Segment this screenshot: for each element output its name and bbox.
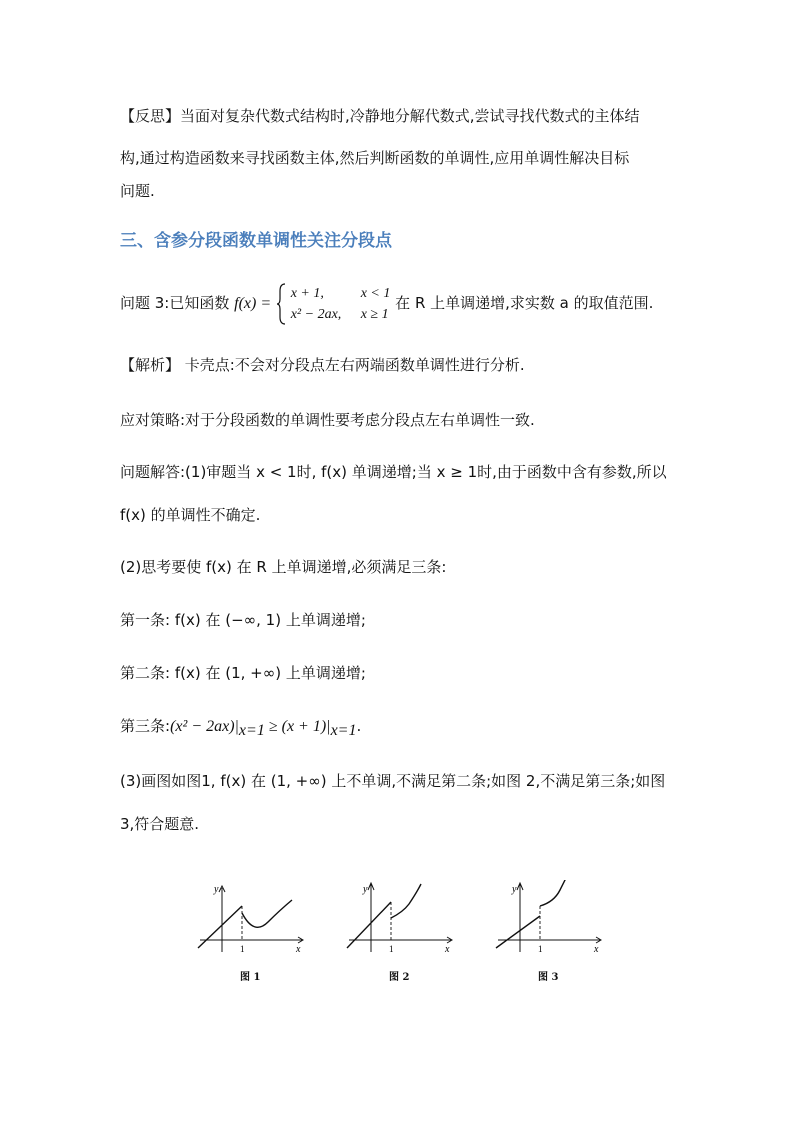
figure-3-tick: 1	[538, 944, 543, 954]
condition-3: 第三条:(x² − $2ax)|_{x=1} \ge (x + 1)|_{x=1}$.	[120, 717, 362, 739]
figure-2-x-label: x	[445, 944, 450, 955]
reflection-line-1	[120, 106, 640, 126]
reflection-line-2: 构,通过构造函数来寻找函数主体,然后判断函数的单调性,应用单调性解决目标	[120, 149, 630, 167]
left-brace-icon	[276, 283, 286, 325]
case-1: x + 1, x < 1	[290, 285, 391, 301]
problem-statement	[120, 282, 653, 325]
figure-3-x-label: x	[594, 944, 599, 955]
function-name: f(x) =	[234, 295, 272, 312]
reflection-line-3: 问题.	[120, 182, 155, 200]
condition-3-left: (x² − 2ax)	[170, 718, 235, 735]
figure-1	[196, 880, 308, 983]
figure-3-label: 图 3	[538, 972, 559, 983]
condition-3-sub-left: x=1	[238, 722, 265, 739]
reflection-label: 【反思】	[120, 107, 181, 125]
figure-2-graph	[345, 880, 457, 960]
answer-p3-line1: (3)画图如图1, f(x) 在 (1, +∞) 上不单调,不满足第二条;如图 2,不满足第三条;如图	[120, 772, 666, 790]
condition-2: 第二条: f(x) 在 (1, +∞) 上单调递增;	[120, 664, 366, 682]
figure-2	[345, 880, 457, 983]
figure-3	[494, 880, 606, 983]
condition-3-mid: ≥ (x + 1)	[264, 718, 327, 735]
case-2: x² − 2ax, x ≥ 1	[290, 306, 389, 322]
figure-3-graph	[494, 880, 606, 960]
problem-suffix: 在 R 上单调递增,求实数 a 的取值范围.	[395, 294, 654, 312]
analysis-line	[120, 355, 525, 375]
answer-p1-line2: f(x) 的单调性不确定.	[120, 506, 261, 524]
condition-3-end: .	[356, 717, 362, 735]
figure-1-graph	[196, 880, 308, 960]
answer-p3-line2: 3,符合题意.	[120, 815, 200, 833]
figure-2-y-label: y	[363, 884, 368, 895]
piecewise-cases	[291, 283, 391, 325]
problem-prefix: 问题 3:已知函数	[120, 294, 230, 312]
condition-3-sub-right: x=1	[330, 722, 357, 739]
figure-1-tick: 1	[240, 944, 245, 954]
strategy-line: 应对策略:对于分段函数的单调性要考虑分段点左右单调性一致.	[120, 411, 535, 429]
figure-2-tick: 1	[389, 944, 394, 954]
section-heading: 三、含参分段函数单调性关注分段点	[120, 231, 392, 251]
analysis-text: 卡壳点:不会对分段点左右两端函数单调性进行分析.	[184, 356, 525, 374]
figure-1-x-label: x	[296, 944, 301, 955]
condition-3-prefix: 第三条:	[120, 717, 171, 735]
analysis-label: 【解析】	[120, 356, 181, 374]
answer-p1-line1: 问题解答:(1)审题当 x < 1时, f(x) 单调递增;当 x ≥ 1时,由于函数中含有参数,所以	[120, 463, 667, 481]
figure-1-label: 图 1	[240, 972, 261, 983]
condition-1: 第一条: f(x) 在 (−∞, 1) 上单调递增;	[120, 611, 366, 629]
answer-p2: (2)思考要使 f(x) 在 R 上单调递增,必须满足三条:	[120, 558, 447, 576]
figure-2-label: 图 2	[389, 972, 410, 983]
figure-1-y-label: y	[214, 884, 219, 895]
reflection-text-1: 当面对复杂代数式结构时,冷静地分解代数式,尝试寻找代数式的主体结	[180, 107, 640, 125]
figure-3-y-label: y	[512, 884, 517, 895]
